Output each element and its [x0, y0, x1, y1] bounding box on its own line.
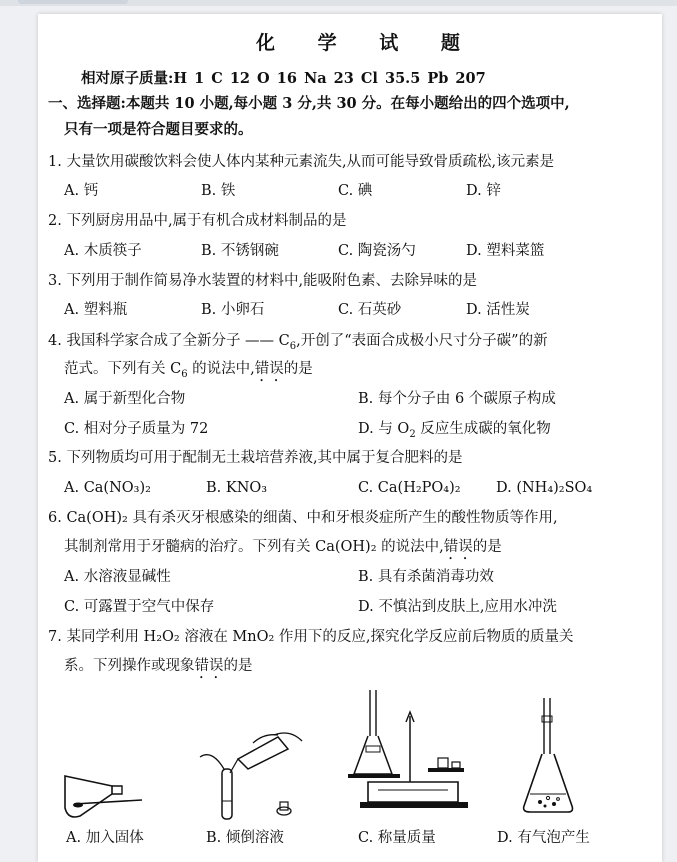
q6-stem-line2: 其制剂常用于牙髓病的治疗。下列有关 Ca(OH)₂ 的说法中,错误的是: [64, 539, 502, 555]
q5-option-d: D. (NH₄)₂SO₄: [496, 480, 593, 496]
q3-option-a: A. 塑料瓶: [64, 302, 128, 318]
q3-option-d: D. 活性炭: [466, 302, 530, 318]
q2-option-a: A. 木质筷子: [64, 243, 142, 259]
q4-option-b: B. 每个分子由 6 个碳原子构成: [358, 391, 556, 407]
q7-caption-b: B. 倾倒溶液: [206, 830, 284, 846]
q3-option-b: B. 小卵石: [201, 302, 265, 318]
q2-option-d: D. 塑料菜篮: [466, 243, 545, 259]
q1-option-c: C. 碘: [338, 183, 373, 199]
q1-option-d: D. 锌: [466, 183, 501, 199]
q6-option-a: A. 水溶液显碱性: [64, 569, 171, 585]
section-heading-line1: 一、选择题:本题共 10 小题,每小题 3 分,共 30 分。在每小题给出的四个选项中,: [48, 95, 570, 112]
q4-stem-line1: 4. 我国科学家合成了全新分子 —— $C_6$,开创了“表面合成极小尺寸分子碳”的新: [48, 333, 548, 352]
bubbles-flask-illustration: [518, 694, 588, 819]
q5-option-b: B. KNO₃: [206, 480, 268, 496]
q6-option-b: B. 具有杀菌消毒功效: [358, 569, 494, 585]
q2-stem: 2. 下列厨房用品中,属于有机合成材料制品的是: [48, 213, 347, 229]
q4-option-c: C. 相对分子质量为 72: [64, 421, 209, 437]
q4-stem-line2: 范式。下列有关 $C_6$ 的说法中,错误的是: [64, 361, 313, 380]
q7-caption-d: D. 有气泡产生: [497, 830, 590, 846]
q1-stem: 1. 大量饮用碳酸饮料会使人体内某种元素流失,从而可能导致骨质疏松,该元素是: [48, 154, 555, 170]
q7-caption-a: A. 加入固体: [66, 830, 144, 846]
q6-stem-line1: 6. Ca(OH)₂ 具有杀灭牙根感染的细菌、中和牙根炎症所产生的酸性物质等作用,: [48, 510, 558, 526]
q7-stem-line2: 系。下列操作或现象错误的是: [64, 658, 253, 674]
exam-page: [38, 14, 662, 862]
q6-option-c: C. 可露置于空气中保存: [64, 599, 215, 615]
q4-option-a: A. 属于新型化合物: [64, 391, 186, 407]
q2-option-b: B. 不锈钢碗: [201, 243, 279, 259]
balance-weighing-illustration: [348, 686, 478, 816]
q1-option-a: A. 钙: [64, 183, 99, 199]
viewer-tab[interactable]: [18, 0, 128, 4]
page-title: 化 学 试 题: [256, 32, 478, 54]
q7-caption-c: C. 称量质量: [358, 830, 436, 846]
q5-option-c: C. Ca(H₂PO₄)₂: [358, 480, 461, 496]
q6-option-d: D. 不慎沾到皮肤上,应用水冲洗: [358, 599, 557, 615]
atomic-masses: 相对原子质量:H 1 C 12 O 16 Na 23 Cl 35.5 Pb 207: [81, 70, 486, 87]
viewer-toolbar: [0, 0, 677, 6]
q6-emphasis-wrong: 错误: [443, 539, 473, 555]
add-solid-illustration: [60, 764, 150, 824]
q4-emphasis-wrong: 错误: [254, 361, 284, 377]
q7-stem-line1: 7. 某同学利用 H₂O₂ 溶液在 MnO₂ 作用下的反应,探究化学反应前后物质的质量关: [48, 629, 574, 645]
pour-solution-illustration: [198, 729, 308, 824]
q5-option-a: A. Ca(NO₃)₂: [64, 480, 151, 496]
q3-option-c: C. 石英砂: [338, 302, 402, 318]
q1-option-b: B. 铁: [201, 183, 236, 199]
q4-option-d: D. 与 $O_2$ 反应生成碳的氧化物: [358, 421, 551, 440]
section-heading-line2: 只有一项是符合题目要求的。: [64, 121, 253, 138]
q3-stem: 3. 下列用于制作简易净水装置的材料中,能吸附色素、去除异味的是: [48, 273, 478, 289]
q7-emphasis-wrong: 错误: [194, 658, 224, 674]
q2-option-c: C. 陶瓷汤勺: [338, 243, 416, 259]
q5-stem: 5. 下列物质均可用于配制无土栽培营养液,其中属于复合肥料的是: [48, 450, 463, 466]
